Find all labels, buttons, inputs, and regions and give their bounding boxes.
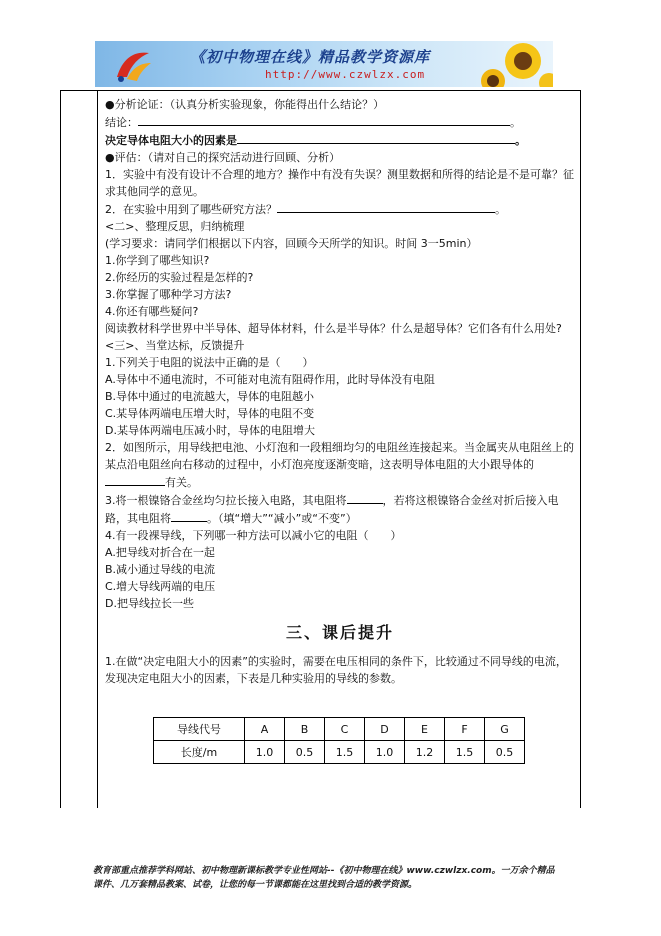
practice-q1: 1.下列关于电阻的说法中正确的是（ ） [105, 356, 314, 369]
wire-length: 1.5 [325, 741, 365, 764]
practice-q4-option: C.增大导线两端的电压 [105, 580, 216, 593]
practice-heading: <三>、当堂达标，反馈提升 [105, 339, 245, 352]
methods-blank[interactable] [277, 200, 495, 213]
after-class-title: 三、课后提升 [285, 623, 394, 642]
factors-label: 决定导体电阻大小的因素是 [105, 134, 237, 147]
table-header-label: 导线代号 [154, 718, 245, 741]
review-requirement: (学习要求：请同学们根据以下内容，回顾今天所学的知识。时间 3一5min） [105, 237, 478, 250]
wire-length: 1.0 [245, 741, 285, 764]
practice-q4-option: D.把导线拉长一些 [105, 597, 194, 610]
review-heading: <二>、整理反思，归纳梳理 [105, 220, 245, 233]
review-item: 2.你经历的实验过程是怎样的? [105, 271, 254, 284]
wire-length: 0.5 [485, 741, 525, 764]
table-row [154, 741, 525, 764]
wire-length: 1.2 [405, 741, 445, 764]
review-reading: 阅读教材科学世界中半导体、超导体材料，什么是半导体？什么是超导体？它们各有什么用处? [105, 322, 562, 335]
practice-q4-option: B.减小通过导线的电流 [105, 563, 216, 576]
header-banner [95, 41, 553, 87]
practice-q4: 4.有一段裸导线，下列哪一种方法可以减小它的电阻（ ） [105, 529, 402, 542]
review-item: 1.你学到了哪些知识? [105, 254, 210, 267]
wire-code: A [245, 718, 285, 741]
practice-q1-option: C.某导体两端电压增大时，导体的电阻不变 [105, 407, 315, 420]
evaluation-heading: ●评估：（请对自己的探究活动进行回顾、分析） [105, 151, 341, 164]
review-item: 3.你掌握了哪种学习方法? [105, 288, 232, 301]
practice-q2-text: 2．如图所示，用导线把电池、小灯泡和一段粗细均匀的电阻丝连接起来。当金属夹从电阻丝上的某点沿电阻丝向右移动的过程中，小灯泡亮度逐渐变暗，这表明导体电阻的大小跟导体的 [105, 441, 574, 471]
practice-q3-blank-1[interactable] [347, 491, 383, 504]
evaluation-q1: 1．实验中有没有设计不合理的地方？操作中有没有失误？测里数据和所得的结论是不是可靠？征求其他同学的意见。 [105, 168, 574, 198]
factors-line: 决定导体电阻大小的因素是 。 [105, 131, 575, 149]
evaluation-q2-line: 2．在实验中用到了哪些研究方法？ 。 [105, 200, 575, 218]
wire-code: C [325, 718, 365, 741]
analysis-heading: ●分析论证：（认真分析实验现象，你能得出什么结论？） [105, 98, 385, 111]
conclusion-blank[interactable] [138, 113, 510, 126]
wire-code: E [405, 718, 445, 741]
length-label: 长度/m [154, 741, 245, 764]
review-item: 4.你还有哪些疑问? [105, 305, 199, 318]
sunflower-icon [473, 41, 553, 87]
banner-url[interactable]: http://www.czwlzx.com [265, 68, 426, 81]
conclusion-label: 结论： [105, 116, 138, 129]
conclusion-line: 结论： 。 [105, 113, 575, 131]
practice-q2-tail: 有关。 [165, 476, 198, 489]
factors-blank[interactable] [237, 131, 515, 144]
practice-q3-tail: 。（填“增大”“减小”或“不变”） [207, 512, 357, 525]
after-class-q1: 1.在做“决定电阻大小的因素”的实验时，需要在电压相同的条件下，比较通过不同导线的电流，发现决定电阻大小的因素，下表是几种实验用的导线的参数。 [105, 655, 567, 685]
wire-code: G [485, 718, 525, 741]
wire-length: 1.0 [365, 741, 405, 764]
banner-title: 《初中物理在线》精品教学资源库 [190, 48, 431, 66]
practice-q1-option: D.某导体两端电压减小时，导体的电阻增大 [105, 424, 315, 437]
practice-q2 [105, 439, 575, 491]
site-logo-icon [113, 47, 153, 83]
practice-q1-option: A.导体中不通电流时，不可能对电流有阻碍作用，此时导体没有电阻 [105, 373, 435, 386]
wire-code: B [285, 718, 325, 741]
practice-q3-mid: ，若将这根镍铬合金丝对折后接入电路，其电阻将 [105, 494, 559, 525]
worksheet-content [105, 96, 575, 764]
page-footer: 教育部重点推荐学科网站、初中物理新课标教学专业性网站--《初中物理在线》www.czwlzx.com。一万余个精品课件、几万套精品教案、试卷，让您的每一节课都能在这里找到合适的教学资源。 [93, 866, 555, 890]
wire-length: 1.5 [445, 741, 485, 764]
left-column-divider [97, 91, 98, 808]
practice-q1-option: B.导体中通过的电流越大，导体的电阻越小 [105, 390, 315, 403]
evaluation-q2: 2．在实验中用到了哪些研究方法？ [105, 203, 277, 216]
wire-code: F [445, 718, 485, 741]
wire-length: 0.5 [285, 741, 325, 764]
practice-q2-blank[interactable] [105, 473, 165, 486]
wire-parameter-table [153, 717, 525, 764]
practice-q4-option: A.把导线对折合在一起 [105, 546, 215, 559]
practice-q3-blank-2[interactable] [171, 509, 207, 522]
wire-code: D [365, 718, 405, 741]
table-row [154, 718, 525, 741]
practice-q3 [105, 491, 575, 527]
practice-q3-text: 3.将一根镍铬合金丝均匀拉长接入电路，其电阻将 [105, 494, 347, 507]
